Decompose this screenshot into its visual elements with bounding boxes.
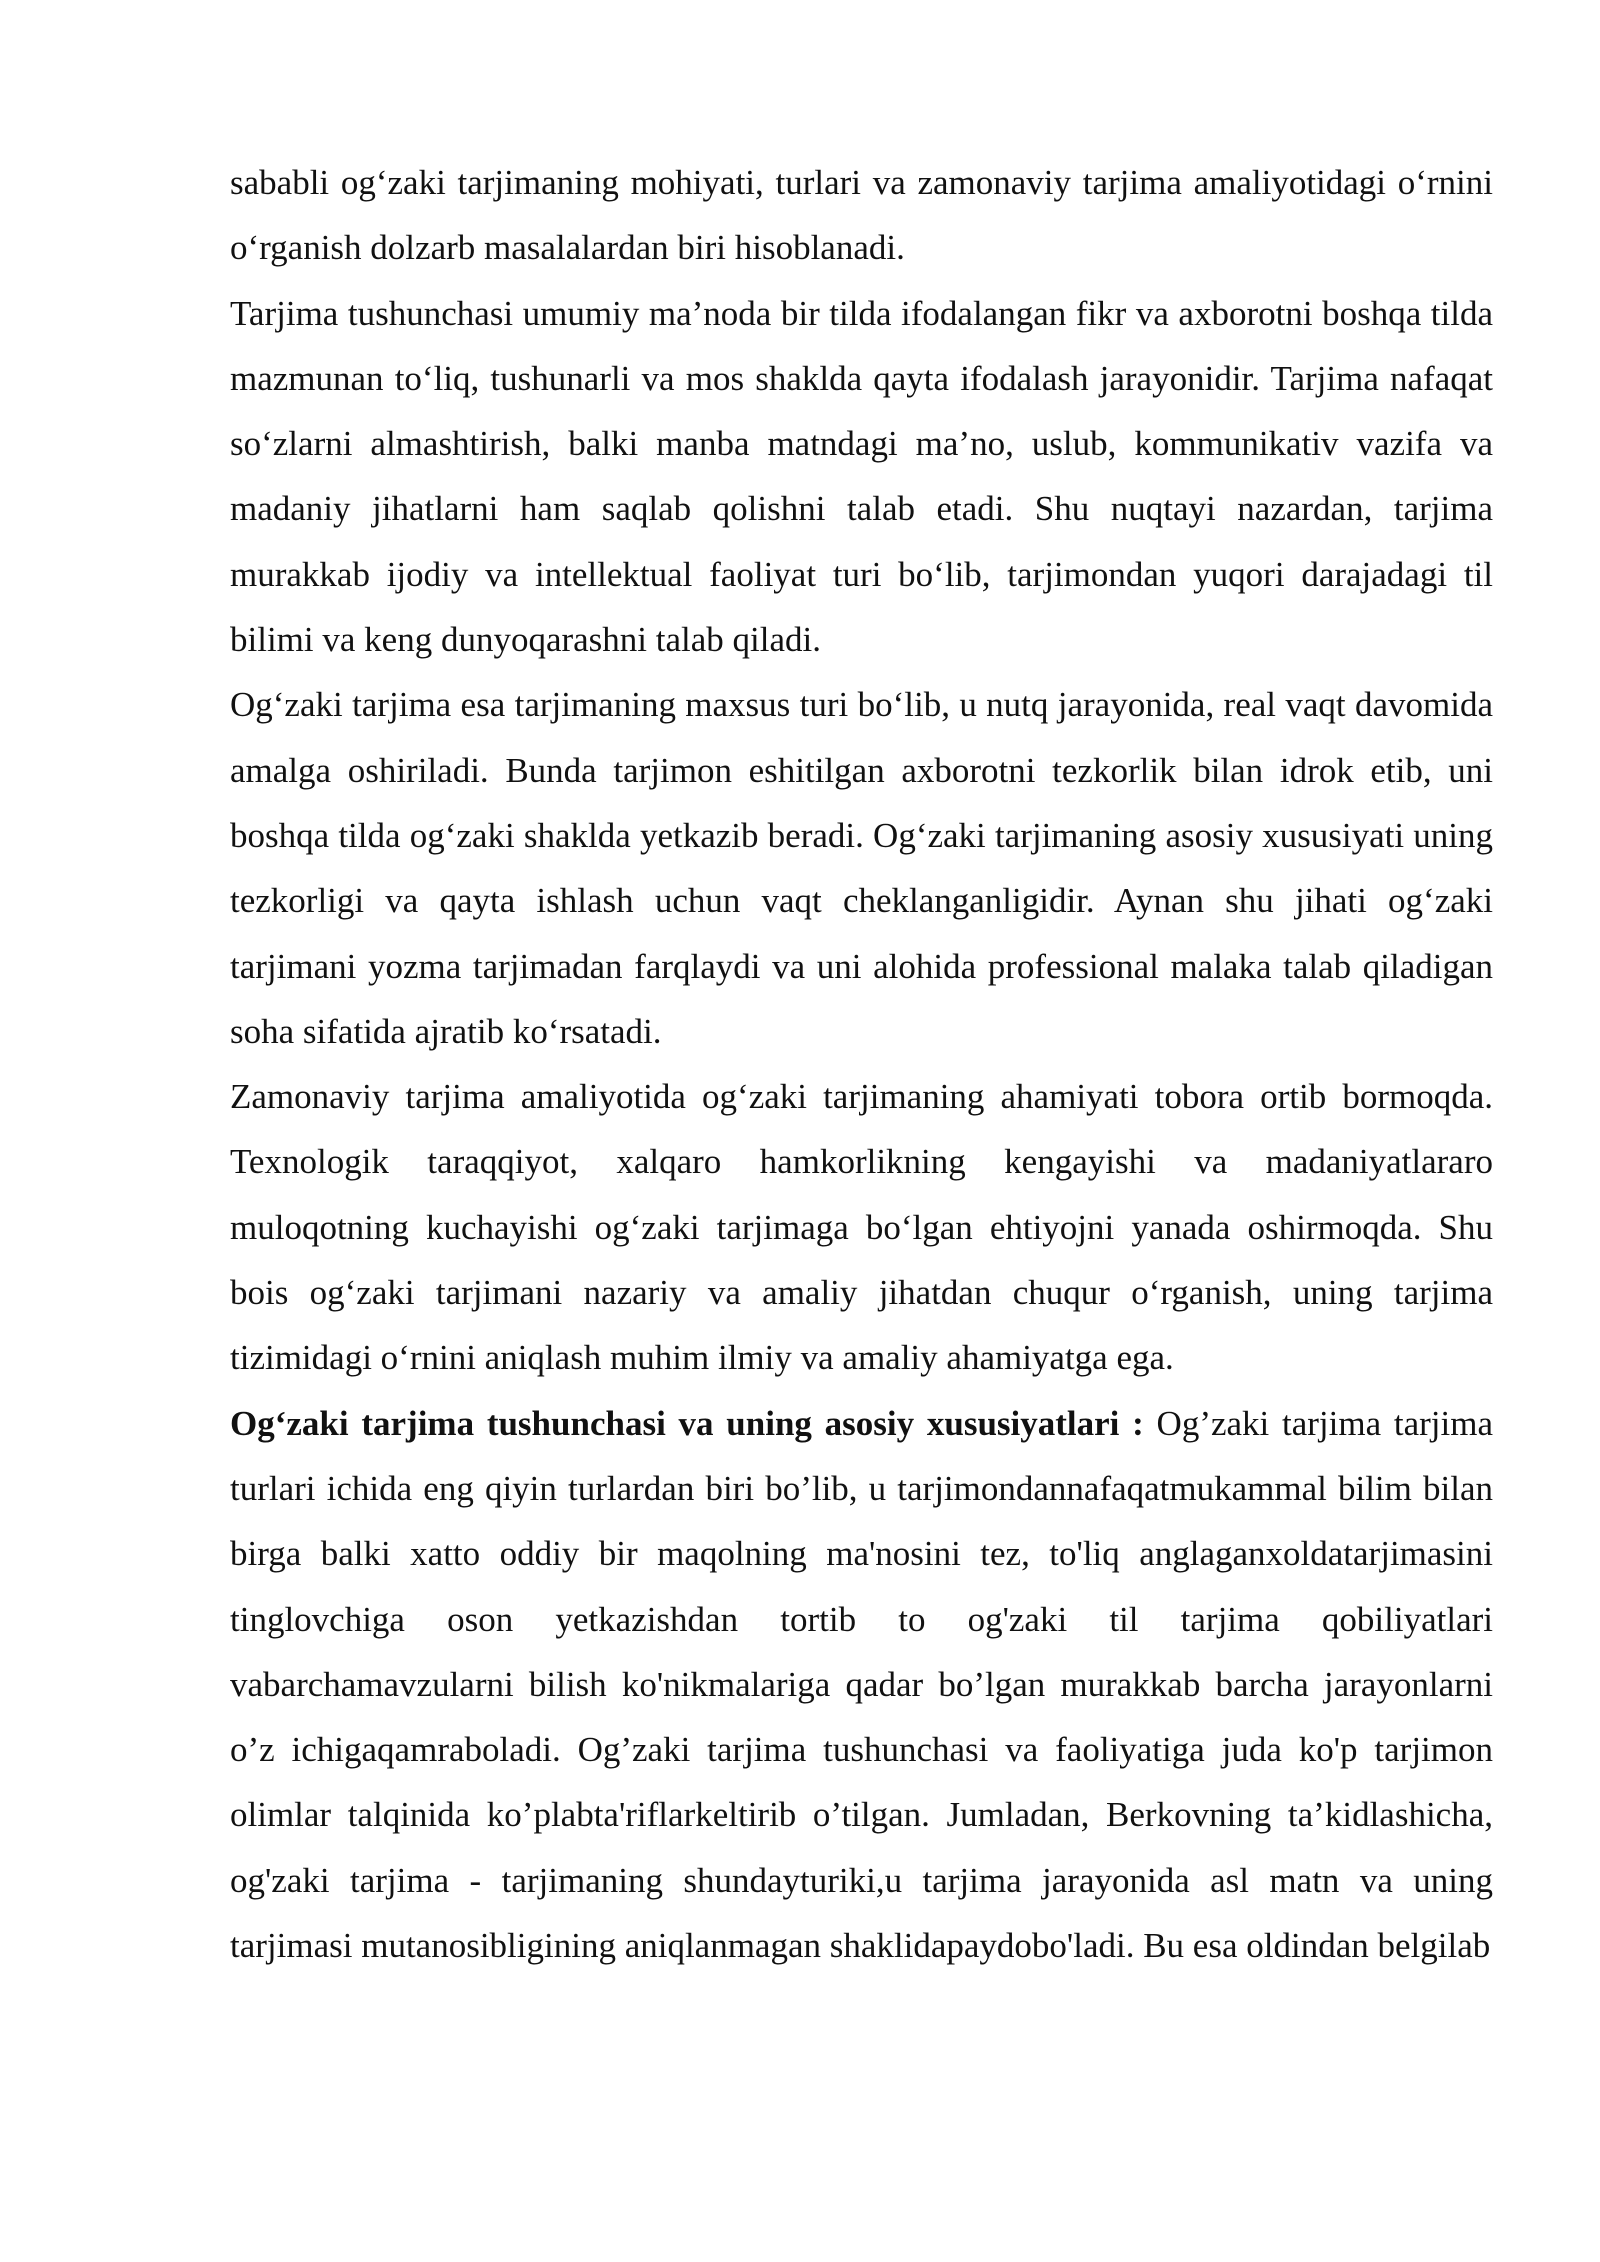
paragraph-modern-practice: Zamonaviy tarjima amaliyotida og‘zaki tarjimaning ahamiyati tobora ortib bormoqda. Texnologik taraqqiyot, xalqaro hamkorlikning kengayishi va madaniyatlararo muloqotning kuchayishi og‘zaki tarjimaga bo‘lgan ehtiyojni yanada oshirmoqda. Shu bois og‘zaki tarjimani nazariy va amaliy jihatdan chuqur o‘rganish, uning tarjima tizimidagi o‘rnini aniqlash muhim ilmiy va amaliy ahamiyatga ega. xyxy=(230,1077,1493,1378)
paragraph-translation-concept: Tarjima tushunchasi umumiy ma’noda bir tilda ifodalangan fikr va axborotni boshqa tilda mazmunan to‘liq, tushunarli va mos shaklda qayta ifodalash jarayonidir. Tarjima nafaqat so‘zlarni almashtirish, balki manba matndagi ma’no, uslub, kommunikativ vazifa va madaniy jihatlarni ham saqlab qolishni talab etadi. Shu nuqtayi nazardan, tarjima murakkab ijodiy va intellektual faoliyat turi bo‘lib, tarjimondan yuqori darajadagi til bilimi va keng dunyoqarashni talab qiladi. xyxy=(230,293,1493,660)
section-heading: Og‘zaki tarjima tushunchasi va uning asosiy xususiyatlari : xyxy=(230,1403,1144,1443)
section-paragraph xyxy=(230,1391,1493,1979)
paragraph-intro-continuation: sababli og‘zaki tarjimaning mohiyati, turlari va zamonaviy tarjima amaliyotidagi o‘rnini o‘rganish dolzarb masalalardan biri hisoblanadi. xyxy=(230,163,1493,268)
document-body xyxy=(230,150,1493,1978)
section-text: Og’zaki tarjima tarjima turlari ichida eng qiyin turlardan biri bo’lib, u tarjimondannafaqatmukammal bilim bilan birga balki xatto oddiy bir maqolning ma'nosini tez, to'liq anglaganxoldatarjimasini tinglovchiga oson yetkazishdan tortib to og'zaki til tarjima qobiliyatlari vabarchamavzularni bilish ko'nikmalariga qadar bo’lgan murakkab barcha jarayonlarni o’z ichigaqamraboladi. Og’zaki tarjima tushunchasi va faoliyatiga juda ko'p tarjimon olimlar talqinida ko’plabta'riflarkeltirib o’tilgan. Jumladan, Berkovning ta’kidlashicha, og'zaki tarjima - tarjimaning shundayturiki,u tarjima jarayonida asl matn va uning tarjimasi mutanosibligining aniqlanmagan shaklidapaydobo'ladi. Bu esa oldindan belgilab xyxy=(230,1403,1493,1966)
paragraph-oral-translation: Og‘zaki tarjima esa tarjimaning maxsus turi bo‘lib, u nutq jarayonida, real vaqt davomida amalga oshiriladi. Bunda tarjimon eshitilgan axborotni tezkorlik bilan idrok etib, uni boshqa tilda og‘zaki shaklda yetkazib beradi. Og‘zaki tarjimaning asosiy xususiyati uning tezkorligi va qayta ishlash uchun vaqt cheklanganligidir. Aynan shu jihati og‘zaki tarjimani yozma tarjimadan farqlaydi va uni alohida professional malaka talab qiladigan soha sifatida ajratib ko‘rsatadi. xyxy=(230,685,1493,1051)
